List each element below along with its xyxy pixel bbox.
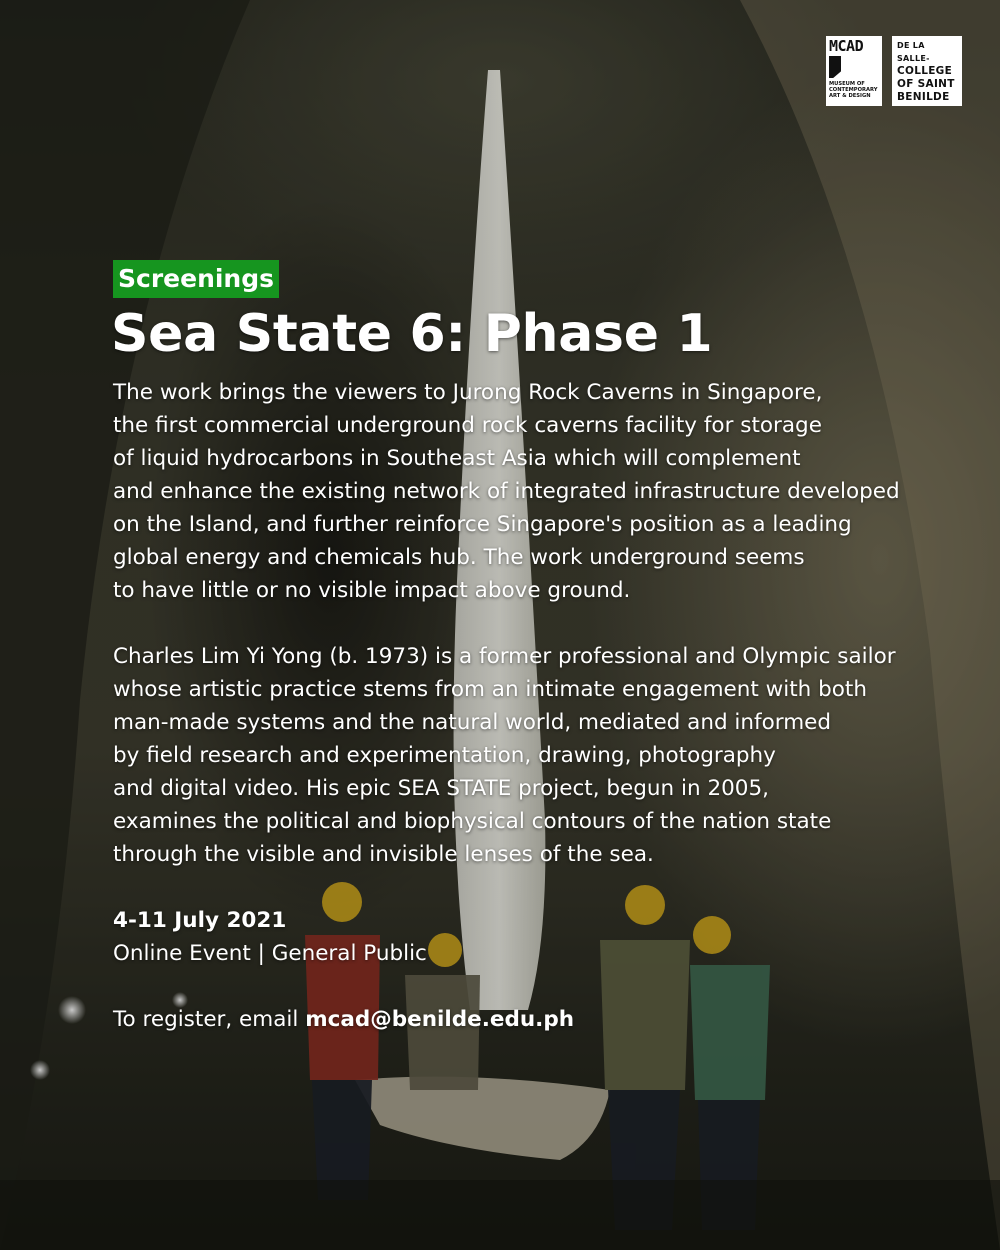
college-logo-line: DE LA SALLE- [897, 40, 930, 63]
description-paragraph: The work brings the viewers to Jurong Rock Caverns in Singapore, the first commercial underground rock caverns facility for storage of liquid hydrocarbons in Southeast Asia which will complement and enhance the existing network of integrated infrastructure developed on the Island, and further reinforce Singapore's position as a leading global energy and chemicals hub. The work underground seems to have little or no visible impact above ground. [113, 380, 900, 603]
college-logo-line: BENILDE [897, 90, 950, 103]
event-details [113, 260, 913, 1036]
registration-prefix: To register, email [113, 1007, 306, 1032]
registration-email[interactable]: mcad@benilde.edu.ph [305, 1007, 575, 1032]
event-date: 4-11 July 2021 [113, 908, 287, 933]
college-logo-line: COLLEGE [897, 64, 953, 77]
artist-bio-paragraph: Charles Lim Yi Yong (b. 1973) is a former professional and Olympic sailor whose artistic practice stems from an intimate engagement with both man-made systems and the natural world, mediated and informed by field research and experimentation, drawing, photography and digital video. His epic SEA STATE project, begun in 2005, examines the political and biophysical contours of the nation state through the visible and invisible lenses of the sea. [113, 644, 896, 867]
college-logo-line: OF SAINT [897, 77, 955, 90]
college-logo [892, 36, 962, 106]
event-type: Online Event | General Public [113, 941, 427, 966]
event-title: Sea State 6: Phase 1 [111, 304, 713, 364]
registration-info [113, 1003, 913, 1036]
mcad-logo-name: MUSEUM OF CONTEMPORARY ART & DESIGN [829, 81, 878, 99]
category-tag: Screenings [113, 260, 279, 298]
mcad-logo-shape [829, 56, 841, 78]
mcad-logo-mark: MCAD [829, 37, 864, 55]
mcad-logo [826, 36, 882, 106]
logos [826, 36, 962, 106]
